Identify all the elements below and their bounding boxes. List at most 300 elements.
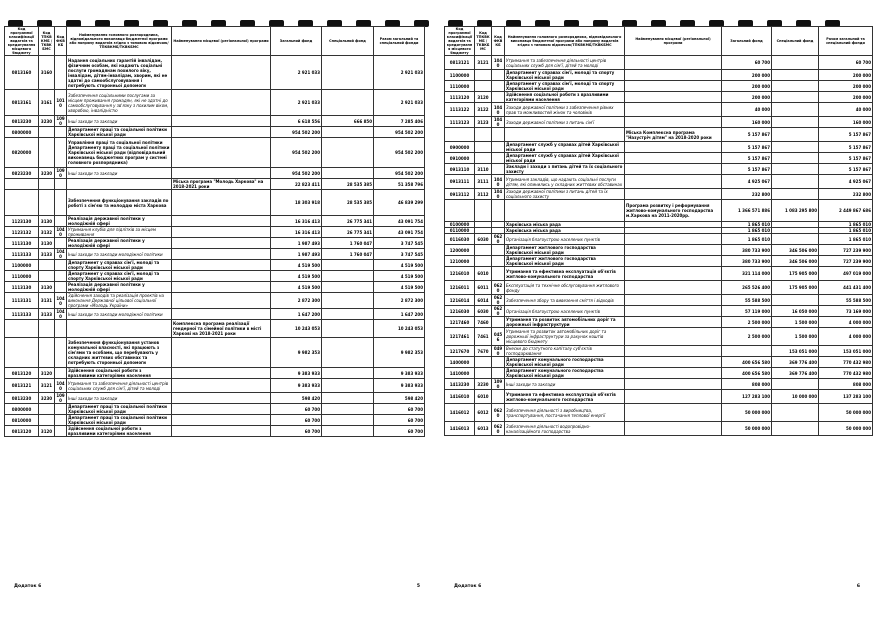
cell-recipient-name: Управління праці та соціальної політики Департаменту праці та соціальної політики Харківської міської ради (відповідальний виконавець бюджетних програм у системі головного розпорядника) bbox=[67, 138, 172, 168]
cell-program-name bbox=[172, 379, 271, 393]
cell-recipient-name: Департамент у справах сім'ї, молоді та спорту Харківської міської ради bbox=[505, 70, 625, 81]
cell-total: 60 700 bbox=[374, 415, 425, 426]
cell-fkv-code: 1040 bbox=[56, 380, 65, 391]
cell-recipient-name: Заклади і заходи з питань дітей та їх соціального захисту bbox=[505, 164, 625, 175]
cell-program-name bbox=[172, 415, 271, 426]
cell-tpkv-code: 3133 bbox=[39, 309, 55, 320]
cell-special-fund bbox=[322, 404, 374, 415]
cell-special-fund bbox=[322, 260, 374, 271]
cell-fkv-code bbox=[492, 81, 505, 92]
cell-program-name bbox=[172, 404, 271, 415]
cell-total: 9 383 933 bbox=[374, 368, 425, 379]
table-row bbox=[445, 164, 873, 175]
cell-code: 1113130 bbox=[5, 238, 39, 249]
cell-fkv-code bbox=[55, 415, 67, 426]
cell-fkv-code: 1040 bbox=[492, 56, 505, 70]
cell-tpkv-code: 3130 bbox=[39, 238, 55, 249]
cell-fkv-code bbox=[55, 404, 67, 415]
cell-general-fund: 2 921 033 bbox=[271, 56, 322, 90]
cell-code: 0813120 bbox=[5, 426, 39, 437]
cell-tpkv-code: 6011 bbox=[475, 281, 492, 295]
cell-program-name bbox=[625, 92, 722, 103]
cell-tpkv-code bbox=[39, 190, 55, 216]
cell-recipient-name: Заходи державної політики з питань дітей та їх соціального захисту bbox=[505, 189, 625, 200]
cell-code: 0913112 bbox=[445, 189, 475, 200]
cell-recipient-name: Забезпечення діяльності з виробництва, транспортування, постачання теплової енергії bbox=[505, 404, 625, 422]
cell-code: 0813121 bbox=[5, 379, 39, 393]
table-row bbox=[445, 234, 873, 245]
cell-special-fund bbox=[772, 117, 819, 128]
cell-general-fund: 265 526 400 bbox=[722, 281, 772, 295]
table-row bbox=[5, 190, 425, 216]
column-header-special-fund: Спеціальний фонд bbox=[322, 27, 374, 56]
page-left bbox=[4, 4, 436, 616]
cell-program-name bbox=[625, 390, 722, 404]
cell-recipient-name: Інші заходи та заклади bbox=[505, 379, 625, 390]
cell-fkv-code: 0490 bbox=[492, 346, 505, 357]
footer-left: Додаток 6 bbox=[14, 584, 42, 589]
cell-recipient-name: Експлуатація та технічне обслуговування житлового фонду bbox=[505, 281, 625, 295]
cell-program-name bbox=[172, 90, 271, 116]
cell-total: 770 432 980 bbox=[819, 368, 873, 379]
cell-general-fund: 127 283 100 bbox=[722, 390, 772, 404]
table-row bbox=[5, 271, 425, 282]
cell-tpkv-code bbox=[39, 415, 55, 426]
cell-fkv-code bbox=[492, 142, 505, 153]
cell-total: 954 502 200 bbox=[374, 138, 425, 168]
cell-code: 0823230 bbox=[5, 168, 39, 179]
cell-tpkv-code: 3130 bbox=[39, 282, 55, 293]
cell-general-fund: 400 656 580 bbox=[722, 368, 772, 379]
column-header-program-name: Найменування місцевої (регіональної) програми bbox=[625, 27, 722, 56]
cell-recipient-name: Забезпечення соціальними послугами за місцем проживання громадян, які не здатні до самообслуговування у зв'язку з похилим віком, хворобою, інвалідністю bbox=[67, 90, 172, 116]
cell-total: 2 921 033 bbox=[374, 56, 425, 90]
cell-tpkv-code: 3130 bbox=[39, 216, 55, 227]
cell-code: 1100000 bbox=[445, 70, 475, 81]
table-row bbox=[445, 153, 873, 164]
cell-program-name bbox=[172, 216, 271, 227]
cell-total: 43 091 754 bbox=[374, 216, 425, 227]
cell-general-fund: 16 316 413 bbox=[271, 216, 322, 227]
cell-fkv-code: 0620 bbox=[492, 234, 505, 245]
cell-recipient-name: Департамент житлового господарства Харківської міської ради bbox=[505, 256, 625, 267]
cell-recipient-name: Утримання та забезпечення діяльності центрів соціальних служб для сім'ї, дітей та молоді bbox=[67, 379, 172, 393]
cell-code: 1416012 bbox=[445, 404, 475, 422]
cell-recipient-name: Утримання та ефективна експлуатація об'єктів житлово-комунального господарства bbox=[505, 267, 625, 281]
cell-total: 5 157 867 bbox=[819, 142, 873, 153]
cell-special-fund bbox=[322, 282, 374, 293]
cell-total: 598 420 bbox=[374, 393, 425, 404]
table-row bbox=[5, 260, 425, 271]
cell-fkv-code bbox=[55, 271, 67, 282]
cell-total: 5 157 867 bbox=[819, 128, 873, 142]
cell-general-fund: 60 700 bbox=[271, 426, 322, 437]
table-row bbox=[5, 393, 425, 404]
cell-general-fund: 60 700 bbox=[271, 404, 322, 415]
cell-general-fund: 1 865 010 bbox=[722, 228, 772, 234]
cell-code: 1210000 bbox=[445, 256, 475, 267]
cell-code: 1113133 bbox=[5, 249, 39, 260]
table-row bbox=[5, 368, 425, 379]
cell-recipient-name: Реалізація державної політики у молодіжній сфері bbox=[67, 282, 172, 293]
cell-special-fund bbox=[322, 338, 374, 368]
cell-recipient-name: Утримання та розвиток автомобільних доріг та дорожньої інфраструктури за рахунок коштів місцевого бюджету bbox=[505, 328, 625, 346]
cell-total: 954 502 200 bbox=[374, 127, 425, 138]
cell-program-name bbox=[172, 249, 271, 260]
cell-tpkv-code bbox=[39, 271, 55, 282]
table-row bbox=[5, 227, 425, 238]
cell-total: 1 647 200 bbox=[374, 309, 425, 320]
cell-general-fund: 60 700 bbox=[722, 56, 772, 70]
cell-special-fund bbox=[772, 103, 819, 117]
cell-special-fund bbox=[772, 70, 819, 81]
cell-recipient-name: Заходи державної політики з питань сім'ї bbox=[505, 117, 625, 128]
cell-general-fund: 1 987 493 bbox=[271, 238, 322, 249]
column-header-program-name: Найменування місцевої (регіональної) програми bbox=[172, 27, 271, 56]
cell-recipient-name bbox=[505, 200, 625, 222]
cell-code: 1216011 bbox=[445, 281, 475, 295]
cell-recipient-name: Департамент у справах сім'ї, молоді та спорту Харківської міської ради bbox=[67, 260, 172, 271]
cell-special-fund: 346 506 000 bbox=[772, 245, 819, 256]
cell-recipient-name: Утримання закладів, що надають соціальні послуги дітям, які опинились у складних життєвих обставинах bbox=[505, 175, 625, 189]
cell-program-name bbox=[625, 317, 722, 328]
cell-code: 0813161 bbox=[5, 90, 39, 116]
cell-total: 2 449 867 686 bbox=[819, 200, 873, 222]
cell-general-fund: 808 000 bbox=[722, 379, 772, 390]
table-row bbox=[5, 338, 425, 368]
cell-code: 1216030 bbox=[445, 306, 475, 317]
cell-fkv-code bbox=[492, 357, 505, 368]
cell-code: 1200000 bbox=[445, 245, 475, 256]
cell-general-fund: 9 982 353 bbox=[271, 338, 322, 368]
cell-total: 727 239 900 bbox=[819, 256, 873, 267]
table-row bbox=[445, 379, 873, 390]
cell-recipient-name: Харківська міська рада bbox=[505, 222, 625, 228]
cell-recipient-name: Інші заходи та заклади bbox=[67, 168, 172, 179]
cell-special-fund: 16 050 000 bbox=[772, 306, 819, 317]
cell-tpkv-code bbox=[39, 138, 55, 168]
page-number: 6 bbox=[856, 584, 860, 589]
cell-recipient-name: Організація благоустрою населених пунктів bbox=[505, 306, 625, 317]
cell-fkv-code: 1040 bbox=[56, 227, 65, 237]
cell-total: 60 700 bbox=[819, 56, 873, 70]
cell-fkv-code bbox=[55, 260, 67, 271]
cell-special-fund bbox=[322, 309, 374, 320]
cell-program-name bbox=[625, 256, 722, 267]
cell-code: 0110000 bbox=[445, 228, 475, 234]
cell-fkv-code: 1040 bbox=[56, 309, 65, 319]
table-row bbox=[5, 216, 425, 227]
cell-general-fund: 200 000 bbox=[722, 92, 772, 103]
cell-program-name bbox=[172, 138, 271, 168]
cell-special-fund bbox=[322, 426, 374, 437]
cell-fkv-code bbox=[492, 164, 505, 175]
cell-tpkv-code: 3131 bbox=[39, 293, 55, 309]
cell-general-fund: 2 500 000 bbox=[722, 317, 772, 328]
column-header-special-fund: Спеціальний фонд bbox=[772, 27, 819, 56]
cell-fkv-code: 1040 bbox=[492, 189, 505, 200]
cell-recipient-name: Надання соціальних гарантій інвалідам, фізичним особам, які надають соціальні послуги громадянам похилого віку, інвалідам, дітям-інвалідам, хворим, які не здатні до самообслуговування і потребують сторонньої допомоги bbox=[67, 56, 172, 90]
cell-total: 40 000 bbox=[819, 103, 873, 117]
cell-code: 1400000 bbox=[445, 357, 475, 368]
cell-general-fund: 55 588 500 bbox=[722, 295, 772, 306]
budget-table bbox=[444, 26, 873, 436]
cell-general-fund: 4 519 500 bbox=[271, 282, 322, 293]
cell-special-fund bbox=[322, 168, 374, 179]
cell-general-fund: 1 366 571 886 bbox=[722, 200, 772, 222]
cell-tpkv-code bbox=[475, 200, 492, 222]
cell-program-name bbox=[625, 103, 722, 117]
cell-code: 0820000 bbox=[5, 138, 39, 168]
cell-code: 1123132 bbox=[5, 227, 39, 238]
cell-special-fund bbox=[322, 379, 374, 393]
cell-tpkv-code: 3161 bbox=[39, 90, 55, 116]
cell-recipient-name bbox=[67, 179, 172, 190]
cell-recipient-name: Департамент комунального господарства Харківської міської ради bbox=[505, 357, 625, 368]
cell-code: 1123130 bbox=[5, 216, 39, 227]
cell-recipient-name: Здійснення соціальної роботи з вразливими категоріями населення bbox=[505, 92, 625, 103]
cell-fkv-code bbox=[492, 245, 505, 256]
cell-general-fund: 598 420 bbox=[271, 393, 322, 404]
cell-total: 7 285 406 bbox=[374, 116, 425, 127]
cell-program-name bbox=[172, 293, 271, 309]
cell-fkv-code bbox=[55, 282, 67, 293]
cell-fkv-code bbox=[55, 190, 67, 216]
cell-tpkv-code bbox=[39, 127, 55, 138]
cell-special-fund bbox=[772, 379, 819, 390]
table-row bbox=[5, 282, 425, 293]
cell-fkv-code bbox=[492, 200, 505, 222]
cell-special-fund bbox=[322, 320, 374, 338]
cell-code: 0900000 bbox=[445, 142, 475, 153]
cell-general-fund: 380 733 900 bbox=[722, 256, 772, 267]
cell-tpkv-code bbox=[475, 128, 492, 142]
table-row bbox=[5, 179, 425, 190]
cell-code: 0800000 bbox=[5, 127, 39, 138]
cell-program-name bbox=[172, 368, 271, 379]
cell-tpkv-code bbox=[475, 256, 492, 267]
cell-tpkv-code bbox=[475, 81, 492, 92]
cell-recipient-name: Внески до статутного капіталу суб'єктів господарювання bbox=[505, 346, 625, 357]
cell-tpkv-code bbox=[475, 70, 492, 81]
table-row bbox=[5, 238, 425, 249]
cell-general-fund: 16 316 413 bbox=[271, 227, 322, 238]
cell-total: 497 019 000 bbox=[819, 267, 873, 281]
cell-general-fund: 5 157 867 bbox=[722, 128, 772, 142]
column-header-code: Код програмної класифікації видатків та кредитування місцевого бюджету bbox=[5, 27, 39, 56]
cell-total: 1 865 010 bbox=[819, 222, 873, 228]
cell-program-name bbox=[172, 190, 271, 216]
printer-registration-marks bbox=[444, 4, 876, 28]
cell-program-name bbox=[172, 56, 271, 90]
table-header-row bbox=[445, 27, 873, 56]
cell-code: 1113133 bbox=[5, 309, 39, 320]
cell-recipient-name: Здійснення заходів та реалізація проектів на виконання Державної цільової соціальної програми «Молодь України» bbox=[67, 293, 172, 309]
cell-total: 200 000 bbox=[819, 92, 873, 103]
cell-general-fund: 400 656 580 bbox=[722, 357, 772, 368]
cell-general-fund: 232 800 bbox=[722, 189, 772, 200]
table-row bbox=[445, 103, 873, 117]
cell-fkv-code bbox=[55, 426, 67, 437]
cell-special-fund bbox=[772, 175, 819, 189]
cell-program-name bbox=[625, 295, 722, 306]
cell-fkv-code: 1040 bbox=[492, 103, 505, 117]
cell-general-fund: 6 618 556 bbox=[271, 116, 322, 127]
cell-tpkv-code: 6014 bbox=[475, 295, 492, 306]
cell-tpkv-code: 3133 bbox=[39, 249, 55, 260]
cell-tpkv-code: 7461 bbox=[475, 328, 492, 346]
cell-program-name bbox=[625, 422, 722, 436]
cell-general-fund: 380 733 900 bbox=[722, 245, 772, 256]
cell-recipient-name: Інші заходи та заклади молодіжної політики bbox=[67, 249, 172, 260]
cell-recipient-name: Забезпечення функціонування установ комунальної власності, які працюють з сім'ями та особами, що перебувають у складних життєвих обставинах та потребують сторонньої допомоги bbox=[67, 338, 172, 368]
cell-tpkv-code bbox=[475, 153, 492, 164]
cell-fkv-code: 0620 bbox=[492, 295, 505, 306]
table-row bbox=[445, 117, 873, 128]
cell-code bbox=[445, 128, 475, 142]
cell-fkv-code: 1040 bbox=[492, 175, 505, 189]
cell-total: 200 000 bbox=[819, 81, 873, 92]
cell-total: 4 925 067 bbox=[819, 175, 873, 189]
cell-special-fund: 1 500 000 bbox=[772, 328, 819, 346]
cell-recipient-name: Інші заходи та заклади молодіжної політики bbox=[67, 309, 172, 320]
cell-program-name bbox=[625, 245, 722, 256]
footer-left: Додаток 6 bbox=[454, 584, 482, 589]
cell-special-fund bbox=[772, 81, 819, 92]
cell-special-fund: 26 775 341 bbox=[322, 216, 374, 227]
cell-recipient-name: Здійснення соціальної роботи з вразливими категоріями населення bbox=[67, 368, 172, 379]
cell-recipient-name: Забезпечення діяльності водопровідно-каналізаційного господарства bbox=[505, 422, 625, 436]
cell-recipient-name: Інші заходи та заклади bbox=[67, 116, 172, 127]
cell-special-fund: 153 051 000 bbox=[772, 346, 819, 357]
cell-code: 1113123 bbox=[445, 117, 475, 128]
cell-special-fund bbox=[772, 404, 819, 422]
cell-total: 2 921 033 bbox=[374, 90, 425, 116]
cell-program-name bbox=[172, 227, 271, 238]
cell-tpkv-code bbox=[39, 179, 55, 190]
table-row bbox=[5, 320, 425, 338]
page-right bbox=[444, 4, 876, 616]
cell-code bbox=[5, 320, 39, 338]
column-header-recipient-name: Найменування головного розпорядника, відповідального виконавця бюджетної програми або напряму видатків згідно з типовою відомчою/ТПКВКМБ/ТКВКБМС bbox=[67, 27, 172, 56]
cell-general-fund: 4 519 500 bbox=[271, 260, 322, 271]
cell-code bbox=[445, 200, 475, 222]
cell-special-fund bbox=[322, 271, 374, 282]
cell-tpkv-code: 3111 bbox=[475, 175, 492, 189]
cell-total: 808 000 bbox=[819, 379, 873, 390]
cell-general-fund: 1 865 010 bbox=[722, 234, 772, 245]
cell-total: 60 700 bbox=[374, 404, 425, 415]
cell-program-name bbox=[625, 368, 722, 379]
cell-recipient-name: Харківська міська рада bbox=[505, 228, 625, 234]
table-row bbox=[5, 90, 425, 116]
cell-code: 1113122 bbox=[445, 103, 475, 117]
cell-general-fund: 2 872 300 bbox=[271, 293, 322, 309]
cell-total: 9 383 933 bbox=[374, 379, 425, 393]
cell-program-name bbox=[625, 175, 722, 189]
cell-general-fund: 5 157 867 bbox=[722, 153, 772, 164]
cell-recipient-name: Департамент праці та соціальної політики Харківської міської ради bbox=[67, 415, 172, 426]
cell-fkv-code bbox=[492, 92, 505, 103]
cell-recipient-name: Утримання та ефективна експлуатація об'єктів житлово-комунального господарства bbox=[505, 390, 625, 404]
cell-program-name bbox=[625, 81, 722, 92]
cell-fkv-code: 1040 bbox=[55, 293, 67, 309]
cell-fkv-code: 1040 bbox=[492, 117, 505, 128]
cell-special-fund bbox=[772, 189, 819, 200]
column-header-fkv-code: Код ФКВКБ bbox=[55, 27, 67, 56]
table-row bbox=[5, 56, 425, 90]
cell-total: 9 982 353 bbox=[374, 338, 425, 368]
cell-total: 1 865 010 bbox=[819, 228, 873, 234]
cell-fkv-code bbox=[55, 320, 67, 338]
cell-program-name bbox=[625, 56, 722, 70]
table-row bbox=[445, 70, 873, 81]
cell-tpkv-code bbox=[475, 142, 492, 153]
cell-tpkv-code: 3120 bbox=[475, 92, 492, 103]
cell-special-fund bbox=[322, 368, 374, 379]
cell-fkv-code bbox=[55, 338, 67, 368]
cell-program-name bbox=[172, 260, 271, 271]
cell-code: 0813230 bbox=[5, 116, 39, 127]
cell-special-fund bbox=[772, 142, 819, 153]
cell-total: 4 519 500 bbox=[374, 282, 425, 293]
cell-recipient-name: Департамент праці та соціальної політики Харківської міської ради bbox=[67, 127, 172, 138]
cell-tpkv-code bbox=[39, 338, 55, 368]
cell-total: 51 358 796 bbox=[374, 179, 425, 190]
cell-fkv-code bbox=[55, 138, 67, 168]
cell-tpkv-code bbox=[475, 357, 492, 368]
cell-tpkv-code: 6030 bbox=[475, 234, 492, 245]
cell-general-fund: 50 000 000 bbox=[722, 404, 772, 422]
table-row bbox=[445, 404, 873, 422]
cell-program-name bbox=[172, 393, 271, 404]
page-number: 5 bbox=[416, 584, 420, 589]
table-row bbox=[445, 81, 873, 92]
cell-general-fund: 10 243 053 bbox=[271, 320, 322, 338]
cell-total: 1 865 010 bbox=[819, 234, 873, 245]
cell-total: 727 239 900 bbox=[819, 245, 873, 256]
cell-total: 153 051 000 bbox=[819, 346, 873, 357]
table-row bbox=[5, 116, 425, 127]
cell-total: 4 519 500 bbox=[374, 260, 425, 271]
table-row bbox=[5, 138, 425, 168]
cell-fkv-code: 0620 bbox=[492, 281, 505, 295]
cell-total: 4 519 500 bbox=[374, 271, 425, 282]
cell-total: 137 283 100 bbox=[819, 390, 873, 404]
cell-fkv-code bbox=[55, 179, 67, 190]
cell-code: 1113120 bbox=[445, 92, 475, 103]
cell-fkv-code bbox=[55, 56, 67, 90]
cell-general-fund: 2 500 000 bbox=[722, 328, 772, 346]
table-row bbox=[445, 368, 873, 379]
column-header-total: Разом загальний та спеціальний фонди bbox=[374, 27, 425, 56]
cell-special-fund bbox=[772, 422, 819, 436]
cell-program-name bbox=[625, 234, 722, 245]
cell-fkv-code: 1090 bbox=[56, 116, 65, 126]
cell-tpkv-code: 6030 bbox=[475, 306, 492, 317]
cell-recipient-name: Утримання та забезпечення діяльності центрів соціальних служб для сім'ї, дітей та молоді bbox=[505, 56, 625, 70]
cell-special-fund bbox=[772, 234, 819, 245]
column-header-tpkv-code: Код ТПКВКМБ / ТКВКБМС bbox=[39, 27, 55, 56]
cell-total: 770 432 980 bbox=[819, 357, 873, 368]
budget-table bbox=[4, 26, 425, 437]
cell-code: 1110000 bbox=[5, 271, 39, 282]
cell-program-name bbox=[625, 306, 722, 317]
cell-general-fund bbox=[722, 346, 772, 357]
cell-special-fund: 369 776 400 bbox=[772, 368, 819, 379]
cell-general-fund: 5 157 867 bbox=[722, 142, 772, 153]
table-row bbox=[5, 249, 425, 260]
